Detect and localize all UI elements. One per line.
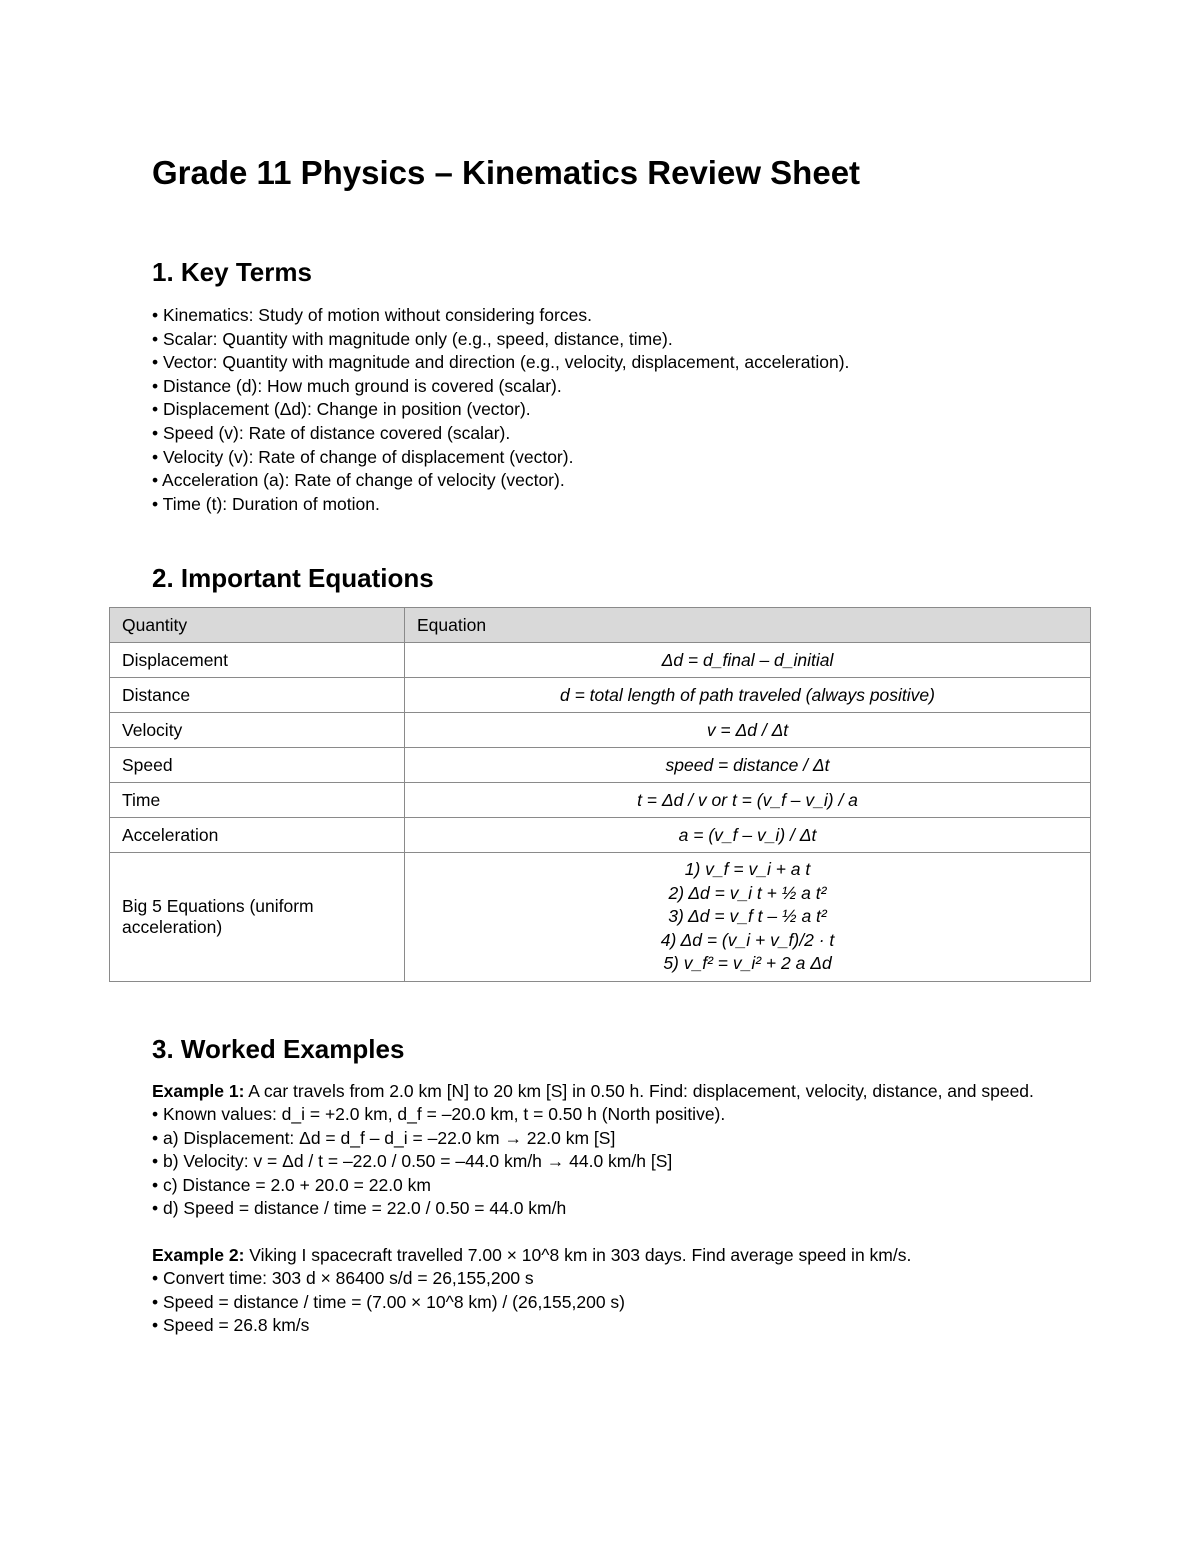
big5-equation-list [417,858,1078,975]
equation-cell: speed = distance / Δt [405,748,1091,783]
quantity-cell: Velocity [110,713,405,748]
key-term-item: • Kinematics: Study of motion without considering forces. [152,305,592,325]
equations-table [109,607,1091,982]
big5-equation: 2) Δd = v_i t + ½ a t² [668,882,827,903]
big5-equation: 4) Δd = (v_i + v_f)/2 · t [660,929,835,950]
example-step: • a) Displacement: Δd = d_f – d_i = –22.0 km → 22.0 km [S] [152,1127,616,1148]
example-step: • Speed = 26.8 km/s [152,1315,310,1336]
quantity-cell: Big 5 Equations (uniform acceleration) [110,853,405,982]
quantity-cell: Speed [110,748,405,783]
quantity-cell: Displacement [110,643,405,678]
table-header-row [110,608,1091,643]
equation-cell: d = total length of path traveled (always positive) [405,678,1091,713]
key-term-item: • Vector: Quantity with magnitude and direction (e.g., velocity, displacement, acceleration). [152,352,850,373]
big5-equation: 5) v_f² = v_i² + 2 a Δd [663,953,832,974]
example-1-prompt [152,1080,1052,1103]
equations-heading: 2. Important Equations [152,563,434,593]
example-step: • d) Speed = distance / time = 22.0 / 0.50 = 44.0 km/h [152,1198,567,1219]
quantity-cell: Acceleration [110,818,405,853]
examples-heading: 3. Worked Examples [152,1034,405,1064]
example-step: • b) Velocity: v = Δd / t = –22.0 / 0.50 = –44.0 km/h → 44.0 km/h [S] [152,1151,673,1172]
example-1-label: Example 1: [152,1081,245,1101]
equation-cell: t = Δd / v or t = (v_f – v_i) / a [405,783,1091,818]
table-row [110,678,1091,713]
example-step: • Speed = distance / time = (7.00 × 10^8 km) / (26,155,200 s) [152,1291,626,1312]
example-2-prompt [152,1244,1052,1267]
key-term-item: • Speed (v): Rate of distance covered (scalar). [152,422,511,443]
example-1-text: A car travels from 2.0 km [N] to 20 km [S] in 0.50 h. Find: displacement, velocity, distance, and speed. [244,1081,1034,1101]
key-terms-heading: 1. Key Terms [152,257,312,287]
equation-cell: v = Δd / Δt [405,713,1091,748]
table-row [110,748,1091,783]
table-row-big5 [110,853,1091,982]
equation-cell: a = (v_f – v_i) / Δt [405,818,1091,853]
quantity-cell: Time [110,783,405,818]
key-term-item: • Scalar: Quantity with magnitude only (e.g., speed, distance, time). [152,328,673,349]
example-step: • Known values: d_i = +2.0 km, d_f = –20.0 km, t = 0.50 h (North positive). [152,1104,726,1125]
table-row [110,643,1091,678]
header-equation: Equation [405,608,1091,643]
key-term-item: • Acceleration (a): Rate of change of velocity (vector). [152,470,565,491]
table-row [110,713,1091,748]
worked-examples [152,1080,1052,1338]
big5-equation: 3) Δd = v_f t – ½ a t² [668,906,827,927]
quantity-cell: Distance [110,678,405,713]
example-2-text: Viking I spacecraft travelled 7.00 × 10^8 km in 303 days. Find average speed in km/s. [244,1245,912,1266]
table-row [110,818,1091,853]
key-term-item: • Time (t): Duration of motion. [152,493,380,514]
example-2-label: Example 2: [152,1245,245,1266]
equation-cell-big5 [405,853,1091,982]
page-title: Grade 11 Physics – Kinematics Review Sheet [152,154,861,191]
key-terms-list [152,304,849,516]
example-step: • c) Distance = 2.0 + 20.0 = 22.0 km [152,1174,431,1195]
header-quantity: Quantity [110,608,405,643]
key-term-item: • Velocity (v): Rate of change of displacement (vector). [152,446,574,467]
big5-equation: 1) v_f = v_i + a t [684,859,811,880]
example-step: • Convert time: 303 d × 86400 s/d = 26,155,200 s [152,1268,534,1289]
table-row [110,783,1091,818]
key-term-item: • Displacement (Δd): Change in position (vector). [152,399,531,420]
spacer [152,1220,1052,1244]
equation-cell: Δd = d_final – d_initial [405,643,1091,678]
key-term-item: • Distance (d): How much ground is covered (scalar). [152,375,562,396]
